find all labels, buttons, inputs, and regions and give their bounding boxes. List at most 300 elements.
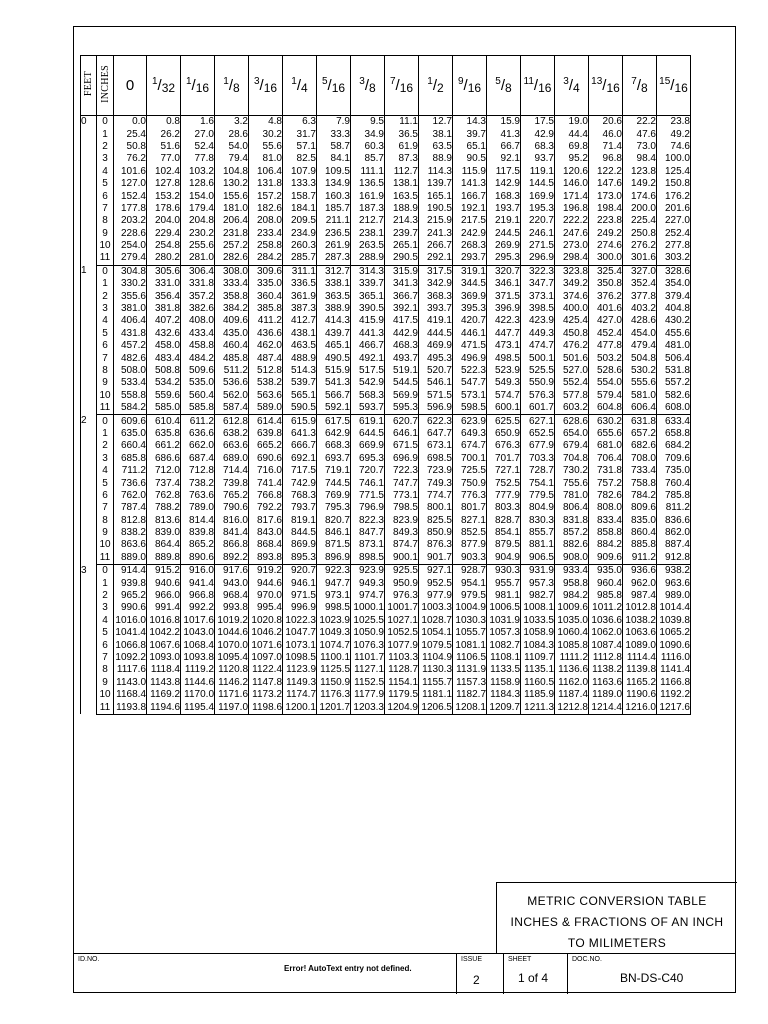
mm-value-cell: 403.2 xyxy=(623,303,657,315)
fraction-label: $^3/_8$ xyxy=(359,75,376,95)
mm-value-cell: 298.4 xyxy=(555,252,589,265)
mm-value-cell: 15.9 xyxy=(487,116,521,129)
mm-value-cell: 816.0 xyxy=(215,515,249,527)
mm-value-cell: 138.1 xyxy=(385,178,419,190)
mm-value-cell: 257.2 xyxy=(215,240,249,252)
mm-value-cell: 676.3 xyxy=(487,440,521,452)
mm-value-cell: 1106.5 xyxy=(453,652,487,664)
mm-value-cell: 376.2 xyxy=(589,290,623,302)
mm-value-cell: 574.7 xyxy=(487,390,521,402)
fraction-label: $^{13}/_{16}$ xyxy=(591,75,620,95)
mm-value-cell: 879.5 xyxy=(487,539,521,551)
mm-value-cell: 641.3 xyxy=(283,428,317,440)
mm-value-cell: 741.4 xyxy=(249,477,283,489)
mm-value-cell: 396.9 xyxy=(487,303,521,315)
mm-value-cell: 290.5 xyxy=(385,252,419,265)
mm-value-cell: 46.0 xyxy=(589,128,623,140)
mm-value-cell: 989.0 xyxy=(657,590,691,602)
mm-value-cell: 558.8 xyxy=(114,390,147,402)
mm-value-cell: 360.4 xyxy=(249,290,283,302)
mm-value-cell: 444.5 xyxy=(419,328,453,340)
mm-value-cell: 463.5 xyxy=(283,340,317,352)
mm-value-cell: 568.3 xyxy=(351,390,385,402)
mm-value-cell: 806.4 xyxy=(555,502,589,514)
feet-column-header xyxy=(81,56,97,116)
table-row xyxy=(81,428,691,440)
mm-value-cell: 419.1 xyxy=(419,315,453,327)
fraction-denominator: 8 xyxy=(505,80,512,95)
mm-value-cell: 355.6 xyxy=(114,290,147,302)
mm-value-cell: 242.9 xyxy=(453,228,487,240)
table-header-row xyxy=(81,56,691,116)
mm-value-cell: 963.6 xyxy=(657,577,691,589)
mm-value-cell: 1020.8 xyxy=(249,615,283,627)
mm-value-cell: 865.2 xyxy=(181,539,215,551)
mm-value-cell: 1087.4 xyxy=(589,639,623,651)
mm-value-cell: 508.8 xyxy=(147,365,181,377)
mm-value-cell: 595.3 xyxy=(385,402,419,415)
mm-value-cell: 788.2 xyxy=(147,502,181,514)
mm-value-cell: 246.1 xyxy=(521,228,555,240)
mm-value-cell: 700.1 xyxy=(453,453,487,465)
feet-cell: 1 xyxy=(81,265,97,415)
mm-value-cell: 717.5 xyxy=(283,465,317,477)
mm-value-cell: 1198.6 xyxy=(249,701,283,714)
mm-value-cell: 25.4 xyxy=(114,128,147,140)
mm-value-cell: 596.9 xyxy=(419,402,453,415)
mm-value-cell: 476.2 xyxy=(555,340,589,352)
mm-value-cell: 730.2 xyxy=(555,465,589,477)
doc-no-cell xyxy=(567,954,735,994)
mm-value-cell: 177.8 xyxy=(114,203,147,215)
mm-value-cell: 1066.8 xyxy=(115,639,146,651)
mm-value-cell: 1103.3 xyxy=(385,652,419,664)
table-row xyxy=(81,315,691,327)
table-row xyxy=(81,328,691,340)
fraction-denominator: 16 xyxy=(195,80,210,95)
mm-value-cell: 633.4 xyxy=(657,415,691,428)
mm-value-cell: 1071.6 xyxy=(249,639,283,651)
mm-value-cell: 689.0 xyxy=(215,453,249,465)
mm-value-cell: 585.8 xyxy=(181,402,215,415)
mm-value-cell: 317.5 xyxy=(419,265,453,278)
mm-value-cell: 20.6 xyxy=(589,116,623,129)
mm-value-cell: 1160.5 xyxy=(521,677,555,689)
doc-no-label: DOC.NO. xyxy=(572,956,602,963)
mm-value-cell: 1135.1 xyxy=(521,664,555,676)
mm-value-cell: 1154.1 xyxy=(385,677,419,689)
mm-value-cell: 250.8 xyxy=(623,228,657,240)
mm-value-cell: 229.4 xyxy=(147,228,181,240)
mm-value-cell: 131.8 xyxy=(249,178,283,190)
inch-cell: 11 xyxy=(97,552,114,565)
mm-value-cell: 711.2 xyxy=(114,465,147,477)
mm-value-cell: 1176.3 xyxy=(317,689,351,701)
mm-value-cell: 54.0 xyxy=(215,141,249,153)
mm-value-cell: 1130.3 xyxy=(419,664,453,676)
mm-value-cell: 808.0 xyxy=(589,502,623,514)
mm-value-cell: 885.8 xyxy=(623,539,657,551)
mm-value-cell: 860.4 xyxy=(623,527,657,539)
inch-cell: 11 xyxy=(97,402,114,415)
mm-value-cell: 1157.3 xyxy=(453,677,487,689)
mm-value-cell: 1204.9 xyxy=(385,701,419,714)
mm-value-cell: 214.3 xyxy=(385,215,419,227)
inch-cell: 5 xyxy=(97,178,114,190)
mm-value-cell: 712.0 xyxy=(147,465,181,477)
mm-value-cell: 408.0 xyxy=(181,315,215,327)
mm-value-cell: 722.3 xyxy=(385,465,419,477)
mm-value-cell: 552.4 xyxy=(555,377,589,389)
fraction-label: $^1/_8$ xyxy=(223,75,240,95)
mm-value-cell: 357.2 xyxy=(181,290,215,302)
mm-value-cell: 368.3 xyxy=(419,290,453,302)
table-row xyxy=(81,602,691,614)
mm-value-cell: 931.9 xyxy=(521,565,555,578)
mm-value-cell: 281.0 xyxy=(181,252,215,265)
mm-value-cell: 328.6 xyxy=(657,265,691,278)
mm-value-cell: 100.0 xyxy=(657,153,691,165)
table-row xyxy=(81,377,691,389)
mm-value-cell: 409.6 xyxy=(215,315,249,327)
mm-value-cell: 914.4 xyxy=(114,565,147,578)
mm-value-cell: 895.3 xyxy=(283,552,317,565)
mm-value-cell: 1174.7 xyxy=(283,689,317,701)
mm-value-cell: 384.2 xyxy=(215,303,249,315)
table-row xyxy=(81,590,691,602)
mm-value-cell: 784.2 xyxy=(623,490,657,502)
mm-value-cell: 152.4 xyxy=(114,190,147,202)
mm-value-cell: 874.7 xyxy=(385,539,419,551)
fraction-label: $^1/_2$ xyxy=(427,75,444,95)
mm-value-cell: 566.7 xyxy=(317,390,351,402)
mm-value-cell: 584.2 xyxy=(114,402,147,415)
mm-value-cell: 377.8 xyxy=(623,290,657,302)
fraction-denominator: 16 xyxy=(674,80,688,95)
table-row xyxy=(81,166,691,178)
mm-value-cell: 731.8 xyxy=(589,465,623,477)
mm-value-cell: 747.7 xyxy=(385,477,419,489)
mm-value-cell: 1190.6 xyxy=(623,689,657,701)
mm-value-cell: 354.0 xyxy=(657,278,691,290)
mm-value-cell: 422.3 xyxy=(487,315,521,327)
mm-value-cell: 968.4 xyxy=(215,590,249,602)
fraction-label: $^7/_8$ xyxy=(631,75,648,95)
mm-value-cell: 654.0 xyxy=(555,428,589,440)
mm-value-cell: 1042.2 xyxy=(147,627,181,639)
mm-value-cell: 615.9 xyxy=(283,415,317,428)
inch-cell: 0 xyxy=(97,565,114,578)
table-row xyxy=(81,352,691,364)
mm-value-cell: 88.9 xyxy=(419,153,453,165)
mm-value-cell: 184.1 xyxy=(283,203,317,215)
inch-cell: 1 xyxy=(97,278,114,290)
mm-value-cell: 314.3 xyxy=(351,265,385,278)
mm-value-cell: 744.5 xyxy=(317,477,351,489)
mm-value-cell: 846.1 xyxy=(317,527,351,539)
fraction-denominator: 16 xyxy=(399,80,414,95)
fraction-numerator: 7 xyxy=(631,75,637,87)
mm-value-cell: 168.3 xyxy=(487,190,521,202)
mm-value-cell: 90.5 xyxy=(453,153,487,165)
issue-cell xyxy=(456,954,503,994)
fraction-denominator: 8 xyxy=(233,80,240,95)
mm-value-cell: 665.2 xyxy=(249,440,283,452)
inch-cell: 8 xyxy=(97,365,114,377)
mm-value-cell: 1144.6 xyxy=(181,677,215,689)
mm-value-cell: 277.8 xyxy=(657,240,691,252)
mm-value-cell: 288.9 xyxy=(351,252,385,265)
mm-value-cell: 923.9 xyxy=(351,565,385,578)
table-body xyxy=(81,116,691,715)
mm-value-cell: 1070.0 xyxy=(215,639,249,651)
mm-value-cell: 608.0 xyxy=(657,402,691,415)
mm-value-cell: 917.6 xyxy=(215,565,249,578)
mm-value-cell: 452.4 xyxy=(589,328,623,340)
mm-value-cell: 1163.6 xyxy=(589,677,623,689)
mm-value-cell: 1177.9 xyxy=(351,689,385,701)
mm-value-cell: 1108.1 xyxy=(487,652,521,664)
mm-value-cell: 933.4 xyxy=(555,565,589,578)
mm-value-cell: 531.8 xyxy=(657,365,691,377)
mm-value-cell: 1122.4 xyxy=(249,664,283,676)
mm-value-cell: 427.0 xyxy=(589,315,623,327)
mm-value-cell: 220.7 xyxy=(521,215,555,227)
mm-value-cell: 285.7 xyxy=(283,252,317,265)
mm-value-cell: 862.0 xyxy=(657,527,691,539)
mm-value-cell: 984.2 xyxy=(555,590,589,602)
table-row xyxy=(81,252,691,265)
mm-value-cell: 511.2 xyxy=(215,365,249,377)
fraction-denominator: 8 xyxy=(369,80,376,95)
mm-value-cell: 1208.1 xyxy=(453,701,487,714)
mm-value-cell: 523.9 xyxy=(487,365,521,377)
mm-value-cell: 727.1 xyxy=(487,465,521,477)
mm-value-cell: 701.7 xyxy=(487,453,521,465)
mm-value-cell: 622.3 xyxy=(419,415,453,428)
mm-value-cell: 844.5 xyxy=(283,527,317,539)
table-row xyxy=(81,303,691,315)
mm-value-cell: 154.0 xyxy=(181,190,215,202)
mm-value-cell: 441.3 xyxy=(351,328,385,340)
mm-value-cell: 50.8 xyxy=(114,141,147,153)
mm-value-cell: 658.8 xyxy=(657,428,691,440)
mm-value-cell: 160.3 xyxy=(317,190,351,202)
mm-value-cell: 765.2 xyxy=(215,490,249,502)
mm-value-cell: 1138.2 xyxy=(589,664,623,676)
mm-value-cell: 161.9 xyxy=(351,190,385,202)
mm-value-cell: 382.6 xyxy=(181,303,215,315)
mm-value-cell: 268.3 xyxy=(453,240,487,252)
mm-value-cell: 17.5 xyxy=(521,116,555,129)
mm-value-cell: 158.7 xyxy=(283,190,317,202)
mm-value-cell: 52.4 xyxy=(181,141,215,153)
mm-value-cell: 1065.2 xyxy=(657,627,691,639)
fraction-denominator: 4 xyxy=(301,80,308,95)
mm-value-cell: 195.3 xyxy=(521,203,555,215)
mm-value-cell: 485.8 xyxy=(215,352,249,364)
table-row xyxy=(81,664,691,676)
mm-value-cell: 1116.0 xyxy=(657,652,691,664)
inch-cell: 1 xyxy=(97,128,114,140)
title-block xyxy=(496,882,737,953)
mm-value-cell: 849.3 xyxy=(385,527,419,539)
mm-value-cell: 1003.3 xyxy=(419,602,453,614)
mm-value-cell: 493.7 xyxy=(385,352,419,364)
fraction-numerator: 3 xyxy=(359,75,365,87)
mm-value-cell: 685.8 xyxy=(114,453,147,465)
mm-value-cell: 1090.6 xyxy=(657,639,691,651)
mm-value-cell: 1149.3 xyxy=(283,677,317,689)
mm-value-cell: 1047.7 xyxy=(283,627,317,639)
mm-value-cell: 946.1 xyxy=(283,577,317,589)
mm-value-cell: 577.8 xyxy=(555,390,589,402)
mm-value-cell: 401.6 xyxy=(589,303,623,315)
fraction-column-header xyxy=(555,56,589,116)
mm-value-cell: 1203.3 xyxy=(351,701,385,714)
mm-value-cell: 1085.8 xyxy=(555,639,589,651)
mm-value-cell: 219.1 xyxy=(487,215,521,227)
mm-value-cell: 481.0 xyxy=(657,340,691,352)
mm-value-cell: 381.8 xyxy=(147,303,181,315)
mm-value-cell: 414.3 xyxy=(317,315,351,327)
mm-value-cell: 230.2 xyxy=(181,228,215,240)
mm-value-cell: 1209.7 xyxy=(487,701,521,714)
mm-value-cell: 920.7 xyxy=(283,565,317,578)
fraction-label: $^3/_{16}$ xyxy=(253,75,278,95)
mm-value-cell: 1063.6 xyxy=(623,627,657,639)
mm-value-cell: 620.7 xyxy=(385,415,419,428)
mm-value-cell: 41.3 xyxy=(487,128,521,140)
fraction-label: $^{15}/_{16}$ xyxy=(659,75,688,95)
fraction-column-header: 0 xyxy=(114,56,147,116)
mm-value-cell: 1162.0 xyxy=(555,677,589,689)
table-row xyxy=(81,390,691,402)
mm-value-cell: 635.0 xyxy=(114,428,147,440)
mm-value-cell: 639.8 xyxy=(249,428,283,440)
mm-value-cell: 1093.8 xyxy=(181,652,215,664)
mm-value-cell: 957.3 xyxy=(521,577,555,589)
mm-value-cell: 939.8 xyxy=(114,577,147,589)
mm-value-cell: 315.9 xyxy=(385,265,419,278)
mm-value-cell: 60.3 xyxy=(351,141,385,153)
mm-value-cell: 877.9 xyxy=(453,539,487,551)
mm-value-cell: 460.4 xyxy=(215,340,249,352)
mm-value-cell: 593.7 xyxy=(351,402,385,415)
mm-value-cell: 1019.2 xyxy=(215,615,249,627)
table-row xyxy=(81,539,691,551)
table-row xyxy=(81,639,691,651)
inch-cell: 4 xyxy=(97,615,114,627)
mm-value-cell: 1170.0 xyxy=(181,689,215,701)
mm-value-cell: 188.9 xyxy=(385,203,419,215)
mm-value-cell: 698.5 xyxy=(419,453,453,465)
mm-value-cell: 1127.1 xyxy=(351,664,385,676)
mm-value-cell: 1193.8 xyxy=(114,701,147,714)
mm-value-cell: 1039.8 xyxy=(657,615,691,627)
table-row xyxy=(81,527,691,539)
mm-value-cell: 623.9 xyxy=(453,415,487,428)
mm-value-cell: 1118.4 xyxy=(147,664,181,676)
mm-value-cell: 415.9 xyxy=(351,315,385,327)
mm-value-cell: 127.8 xyxy=(147,178,181,190)
mm-value-cell: 985.8 xyxy=(589,590,623,602)
fraction-column-header xyxy=(317,56,351,116)
mm-value-cell: 809.6 xyxy=(623,502,657,514)
mm-value-cell: 843.0 xyxy=(249,527,283,539)
mm-value-cell: 966.0 xyxy=(147,590,181,602)
mm-value-cell: 1131.9 xyxy=(453,664,487,676)
mm-value-cell: 771.5 xyxy=(351,490,385,502)
mm-value-cell: 742.9 xyxy=(283,477,317,489)
table-row xyxy=(81,153,691,165)
mm-value-cell: 338.1 xyxy=(317,278,351,290)
mm-value-cell: 14.3 xyxy=(453,116,487,129)
mm-value-cell: 839.8 xyxy=(181,527,215,539)
mm-value-cell: 141.3 xyxy=(453,178,487,190)
mm-value-cell: 998.5 xyxy=(317,602,351,614)
fraction-denominator: 4 xyxy=(573,80,580,95)
fraction-label: $^1/_{32}$ xyxy=(151,75,176,95)
mm-value-cell: 212.7 xyxy=(351,215,385,227)
mm-value-cell: 84.1 xyxy=(317,153,351,165)
mm-value-cell: 217.5 xyxy=(453,215,487,227)
mm-value-cell: 106.4 xyxy=(249,166,283,178)
mm-value-cell: 890.6 xyxy=(181,552,215,565)
fraction-denominator: 16 xyxy=(467,80,482,95)
mm-value-cell: 68.3 xyxy=(521,141,555,153)
mm-value-cell: 496.9 xyxy=(453,352,487,364)
mm-value-cell: 1217.6 xyxy=(657,701,691,714)
inch-cell: 7 xyxy=(97,502,114,514)
inch-cell: 1 xyxy=(97,428,114,440)
mm-value-cell: 269.9 xyxy=(487,240,521,252)
mm-value-cell: 835.0 xyxy=(623,515,657,527)
mm-value-cell: 296.9 xyxy=(521,252,555,265)
mm-value-cell: 804.9 xyxy=(521,502,555,514)
doc-no-value: BN-DS-C40 xyxy=(620,971,684,985)
mm-value-cell: 642.9 xyxy=(317,428,351,440)
mm-value-cell: 889.8 xyxy=(147,552,181,565)
mm-value-cell: 3.2 xyxy=(215,116,249,129)
mm-value-cell: 1016.8 xyxy=(147,615,181,627)
mm-value-cell: 506.4 xyxy=(657,352,691,364)
table-row xyxy=(81,240,691,252)
mm-value-cell: 71.4 xyxy=(589,141,623,153)
mm-value-cell: 179.4 xyxy=(181,203,215,215)
mm-value-cell: 436.6 xyxy=(249,328,283,340)
table-row xyxy=(81,128,691,140)
mm-value-cell: 1184.3 xyxy=(487,689,521,701)
mm-value-cell: 630.2 xyxy=(589,415,623,428)
mm-value-cell: 893.8 xyxy=(249,552,283,565)
mm-value-cell: 1038.2 xyxy=(623,615,657,627)
mm-value-cell: 1093.0 xyxy=(147,652,181,664)
mm-value-cell: 344.5 xyxy=(453,278,487,290)
mm-value-cell: 673.1 xyxy=(419,440,453,452)
mm-value-cell: 882.6 xyxy=(555,539,589,551)
inch-cell: 10 xyxy=(97,539,114,551)
mm-value-cell: 1112.8 xyxy=(589,652,623,664)
mm-value-cell: 606.4 xyxy=(623,402,657,415)
mm-value-cell: 303.2 xyxy=(657,252,691,265)
mm-value-cell: 236.5 xyxy=(317,228,351,240)
mm-value-cell: 979.5 xyxy=(453,590,487,602)
mm-value-cell: 638.2 xyxy=(215,428,249,440)
mm-value-cell: 1123.9 xyxy=(283,664,317,676)
mm-value-cell: 817.6 xyxy=(249,515,283,527)
fraction-numerator: 5 xyxy=(495,75,501,87)
